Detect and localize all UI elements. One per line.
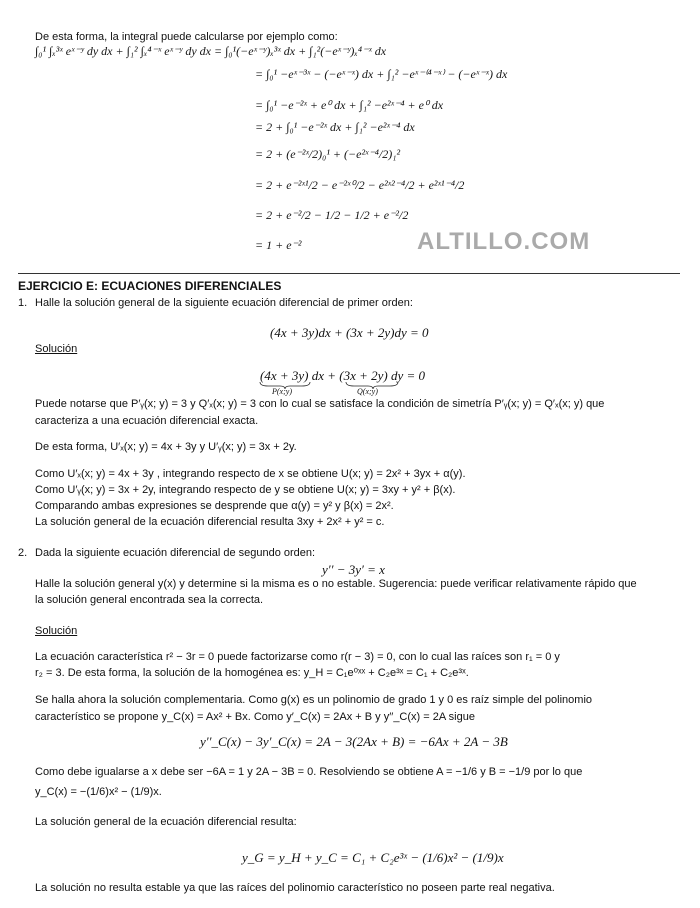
q2-line-b: la solución general encontrada sea la correcta.: [35, 594, 264, 606]
q1-brace-p: P(x;y): [272, 387, 292, 396]
q2-equation: y′′ − 3y′ = x: [322, 562, 385, 577]
q2-statement: Dada la siguiente ecuación diferencial de segundo orden:: [35, 547, 316, 559]
q1-brace-q: Q(x;y): [357, 387, 378, 396]
q2-line-a: Halle la solución general y(x) y determine si la misma es o no estable. Sugerencia: puede verificar relativamente rápido que: [35, 578, 637, 590]
intro-text: De esta forma, la integral puede calcularse por ejemplo como:: [35, 31, 338, 43]
q2-general-solution: y_G = y_H + y_C = C₁ + C₂e³ˣ − (1/6)x² − (1/9)x: [242, 850, 504, 865]
section-divider: [18, 273, 680, 274]
q1-line-5: Como U′ᵧ(x; y) = 3x + 2y, integrando respecto de y se obtiene U(x; y) = 3xy + y² + β(x).: [35, 484, 456, 496]
integral-line-2: = ∫₀¹ −eˣ⁻³ˣ − (−eˣ⁻ˣ) dx + ∫₁² −eˣ⁻⁽⁴⁻ˣ⁾ − (−eˣ⁻ˣ) dx: [255, 67, 508, 81]
q2-p1-line-2: r₂ = 3. De esta forma, la solución de la homogénea es: y_H = C₁e⁰ˣˣ + C₂e³ˣ = C₁ + C₂e³ˣ.: [35, 667, 469, 679]
q2-solution-label: Solución: [35, 625, 78, 637]
q1-equation: (4x + 3y)dx + (3x + 2y)dy = 0: [270, 325, 429, 340]
q2-number: 2.: [18, 547, 28, 559]
q2-p3-line-1: Como debe igualarse a x debe ser −6A = 1 y 2A − 3B = 0. Resolviendo se obtiene A = −1/6 y B = −1/9 por lo que: [35, 766, 583, 778]
q1-line-4: Como U′ₓ(x; y) = 4x + 3y , integrando respecto de x se obtiene U(x; y) = 2x² + 3yx + α(y).: [35, 468, 466, 480]
integral-line-6: = 2 + e⁻²ˣ¹/2 − e⁻²ˣ⁰/2 − e²ˣ²⁻⁴/2 + e²ˣ¹⁻⁴/2: [255, 178, 465, 192]
q2-p2-line-2: característico se propone y_C(x) = Ax² + Bx. Como y′_C(x) = 2Ax + B y y′′_C(x) = 2A sigue: [35, 711, 475, 723]
q1-line-3: De esta forma, U′ₓ(x; y) = 4x + 3y y U′ᵧ(x; y) = 3x + 2y.: [35, 441, 297, 453]
q1-line-2: caracteriza a una ecuación diferencial exacta.: [35, 415, 259, 427]
q2-p1-line-1: La ecuación característica r² − 3r = 0 puede factorizarse como r(r − 3) = 0, con lo cual las raíces son r₁ = 0 y: [35, 651, 560, 663]
q1-line-1: Puede notarse que P′ᵧ(x; y) = 3 y Q′ₓ(x; y) = 3 con lo cual se satisface la condición de simetría P′ᵧ(x; y) = Q′ₓ(x; y) que: [35, 398, 605, 410]
integral-line-7: = 2 + e⁻²/2 − 1/2 − 1/2 + e⁻²/2: [255, 208, 409, 222]
q2-p3-line-2: y_C(x) = −(1/6)x² − (1/9)x.: [35, 786, 162, 798]
integral-line-8: = 1 + e⁻²: [255, 238, 302, 252]
q2-p2-line-1: Se halla ahora la solución complementaria. Como g(x) es un polinomio de grado 1 y 0 es raíz simple del polinomio: [35, 694, 593, 706]
q2-complementary-equation: y′′_C(x) − 3y′_C(x) = 2A − 3(2Ax + B) = −6Ax + 2A − 3B: [200, 734, 508, 749]
q1-solution-label: Solución: [35, 343, 78, 355]
integral-line-4: = 2 + ∫₀¹ −e⁻²ˣ dx + ∫₁² −e²ˣ⁻⁴ dx: [255, 120, 415, 134]
integral-line-3: = ∫₀¹ −e⁻²ˣ + e⁰ dx + ∫₁² −e²ˣ⁻⁴ + e⁰ dx: [255, 98, 444, 112]
integral-line-5: = 2 + (e⁻²ˣ/2)₀¹ + (−e²ˣ⁻⁴/2)₁²: [255, 147, 401, 161]
q2-p5: La solución no resulta estable ya que las raíces del polinomio característico no poseen parte real negativa.: [35, 882, 555, 894]
q2-p4: La solución general de la ecuación diferencial resulta:: [35, 816, 297, 828]
watermark-logo: ALTILLO.COM: [417, 228, 591, 255]
q1-line-7: La solución general de la ecuación diferencial resulta 3xy + 2x² + y² = c.: [35, 516, 385, 528]
section-title: EJERCICIO E: ECUACIONES DIFERENCIALES: [18, 279, 282, 293]
q1-line-6: Comparando ambas expresiones se desprende que α(y) = y² y β(x) = 2x².: [35, 500, 394, 512]
q1-number: 1.: [18, 297, 28, 309]
q1-braced-equation: (4x + 3y) dx + (3x + 2y) dy = 0: [260, 368, 426, 383]
integral-line-1: ∫₀¹ ∫ₓ³ˣ eˣ⁻ʸ dy dx + ∫₁² ∫ₓ⁴⁻ˣ eˣ⁻ʸ dy dx = ∫₀¹(−eˣ⁻ʸ)ₓ³ˣ dx + ∫₁²(−eˣ⁻ʸ)ₓ⁴⁻ˣ dx: [35, 44, 387, 58]
q1-statement: Halle la solución general de la siguiente ecuación diferencial de primer orden:: [35, 297, 413, 309]
